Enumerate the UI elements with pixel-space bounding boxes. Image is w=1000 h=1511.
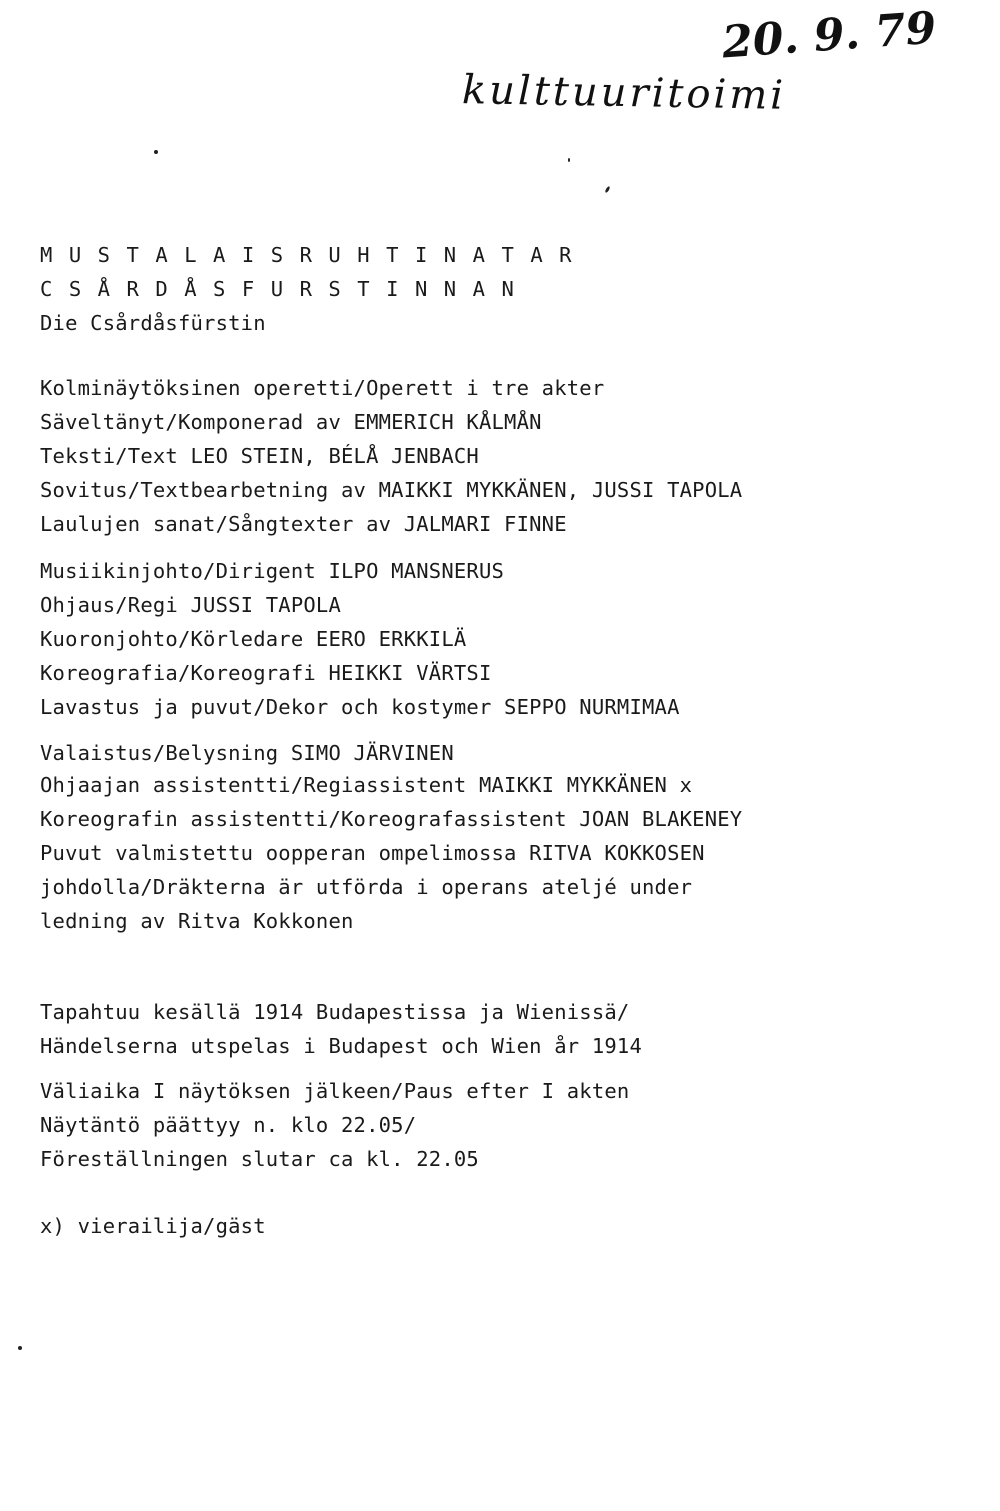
- credit-line: Valaistus/Belysning SIMO JÄRVINEN: [40, 741, 454, 765]
- intermission-line: Näytäntö päättyy n. klo 22.05/: [40, 1113, 417, 1137]
- credit-line: Lavastus ja puvut/Dekor och kostymer SEPPO NURMIMAA: [40, 695, 680, 719]
- credit-line: Koreografia/Koreografi HEIKKI VÄRTSI: [40, 661, 492, 685]
- credit-line: Koreografin assistentti/Koreografassistent JOAN BLAKENEY: [40, 807, 743, 831]
- scan-speck: [18, 1346, 22, 1350]
- credit-line: Kolminäytöksinen operetti/Operett i tre akter: [40, 376, 605, 400]
- intermission-line: Föreställningen slutar ca kl. 22.05: [40, 1147, 479, 1171]
- credit-line: Ohjaajan assistentti/Regiassistent MAIKKI MYKKÄNEN x: [40, 773, 693, 797]
- handwritten-date: 20. 9. 79: [720, 2, 938, 69]
- credit-line: Säveltänyt/Komponerad av EMMERICH KÅLMÅN: [40, 410, 542, 434]
- setting-line: Tapahtuu kesällä 1914 Budapestissa ja Wienissä/: [40, 1000, 630, 1024]
- credit-line: Puvut valmistettu oopperan ompelimossa RITVA KOKKOSEN: [40, 841, 705, 865]
- credit-line: Kuoronjohto/Körledare EERO ERKKILÄ: [40, 627, 467, 651]
- credit-line: Laulujen sanat/Sångtexter av JALMARI FINNE: [40, 512, 567, 536]
- title-swedish: CSÅRDÅSFURSTINNAN: [40, 277, 531, 301]
- credit-line: Sovitus/Textbearbetning av MAIKKI MYKKÄNEN, JUSSI TAPOLA: [40, 478, 743, 502]
- title-finnish: MUSTALAISRUHTINATAR: [40, 243, 588, 267]
- setting-line: Händelserna utspelas i Budapest och Wien år 1914: [40, 1034, 643, 1058]
- credit-line: Musiikinjohto/Dirigent ILPO MANSNERUS: [40, 559, 505, 583]
- credit-line: ledning av Ritva Kokkonen: [40, 909, 354, 933]
- scan-speck: [154, 150, 158, 154]
- title-german: Die Csårdåsfürstin: [40, 311, 266, 335]
- scan-speck: [568, 158, 570, 162]
- credit-line: johdolla/Dräkterna är utförda i operans ateljé under: [40, 875, 693, 899]
- intermission-line: Väliaika I näytöksen jälkeen/Paus efter I akten: [40, 1079, 630, 1103]
- credit-line: Teksti/Text LEO STEIN, BÉLÅ JENBACH: [40, 444, 479, 468]
- footnote: x) vierailija/gäst: [40, 1214, 266, 1238]
- handwritten-note: kulttuuritoimi: [461, 67, 787, 119]
- scan-speck: [604, 186, 610, 194]
- credit-line: Ohjaus/Regi JUSSI TAPOLA: [40, 593, 342, 617]
